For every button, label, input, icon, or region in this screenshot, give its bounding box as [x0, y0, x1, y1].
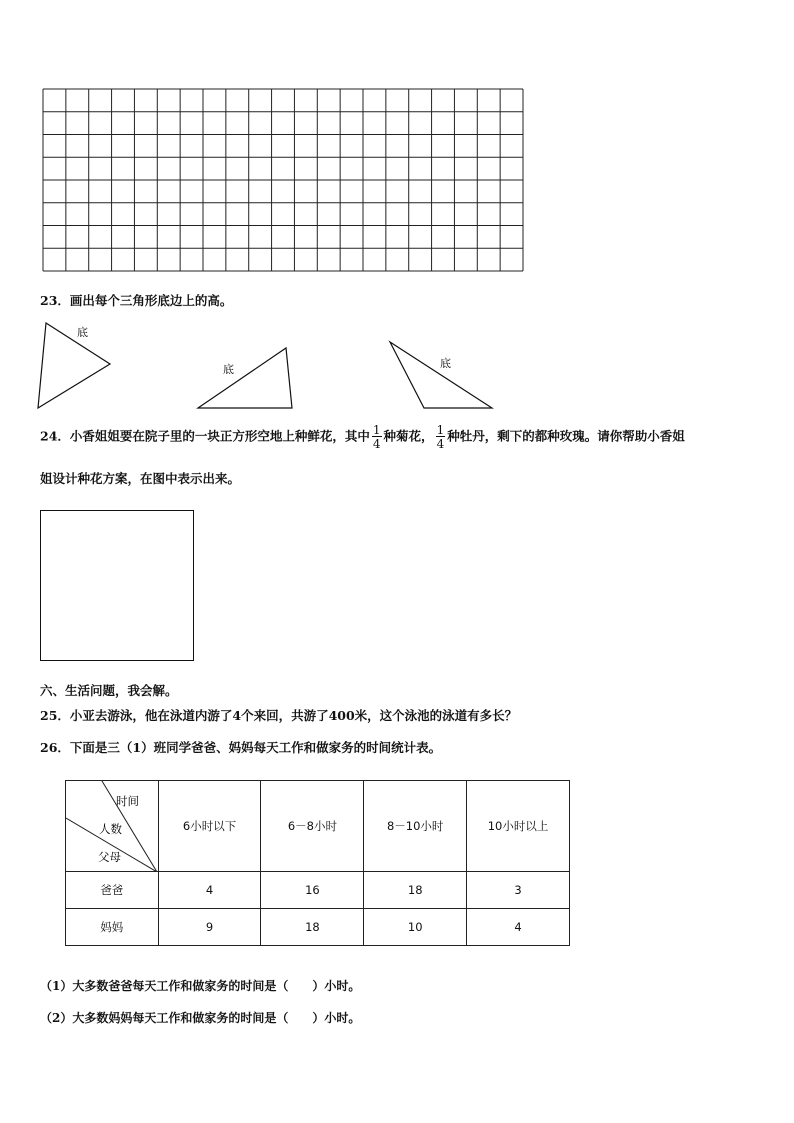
- triangles-figure: [30, 318, 510, 414]
- drawing-grid: [40, 86, 526, 274]
- question-24-line2: 姐设计种花方案，在图中表示出来。: [40, 471, 241, 486]
- column-header: 6－8小时: [261, 781, 364, 872]
- question-24-line1: 24．小香姐姐要在院子里的一块正方形空地上种鲜花，其中 $\frac{1}{4}$ 种菊花， $\frac{1}{4}$ 种牡丹，剩下的都种玫瑰。请你帮助小香姐: [40, 423, 685, 451]
- sub-question-2: （2）大多数妈妈每天工作和做家务的时间是（ ）小时。: [40, 1011, 361, 1025]
- section-6-heading: 六、生活问题，我会解。: [40, 683, 178, 698]
- corner-label-time: 时间: [116, 794, 139, 808]
- question-25: 25．小亚去游泳，他在泳道内游了4个来回，共游了400米，这个泳池的泳道有多长？: [40, 708, 518, 723]
- table-cell: 4: [158, 872, 261, 909]
- corner-label-count: 人数: [99, 822, 122, 836]
- sub-question-1: （1）大多数爸爸每天工作和做家务的时间是（ ）小时。: [40, 979, 361, 993]
- question-26: 26．下面是三（1）班同学爸爸、妈妈每天工作和做家务的时间统计表。: [40, 740, 442, 755]
- fraction-one-quarter: $\frac{1}{4}$: [436, 423, 445, 451]
- corner-label-parent: 父母: [98, 850, 121, 864]
- column-header: 6小时以下: [158, 781, 261, 872]
- triangle-3: [390, 342, 492, 408]
- triangle-1: [38, 323, 110, 408]
- question-23: 23．画出每个三角形底边上的高。: [40, 293, 233, 308]
- row-label: 妈妈: [66, 909, 159, 946]
- table-row: [66, 872, 570, 909]
- triangle-3-base-label: 底: [440, 357, 451, 370]
- table-cell: 9: [158, 909, 261, 946]
- table-row: [66, 909, 570, 946]
- triangle-1-base-label: 底: [77, 326, 88, 339]
- table-cell: 4: [467, 909, 570, 946]
- corner-diagonals: [66, 781, 157, 872]
- row-label: 爸爸: [66, 872, 159, 909]
- triangle-2-base-label: 底: [223, 363, 234, 376]
- fraction-one-quarter: $\frac{1}{4}$: [372, 423, 381, 451]
- triangle-2: [198, 348, 292, 408]
- table-cell: 18: [364, 872, 467, 909]
- table-cell: 16: [261, 872, 364, 909]
- table-cell: 18: [261, 909, 364, 946]
- column-header: 8－10小时: [364, 781, 467, 872]
- column-header: 10小时以上: [467, 781, 570, 872]
- square-plot: [40, 510, 194, 661]
- table-cell: 10: [364, 909, 467, 946]
- table-cell: 3: [467, 872, 570, 909]
- statistics-table: [65, 780, 570, 946]
- diagonal-corner-cell: [66, 781, 159, 872]
- table-header-row: [66, 781, 570, 872]
